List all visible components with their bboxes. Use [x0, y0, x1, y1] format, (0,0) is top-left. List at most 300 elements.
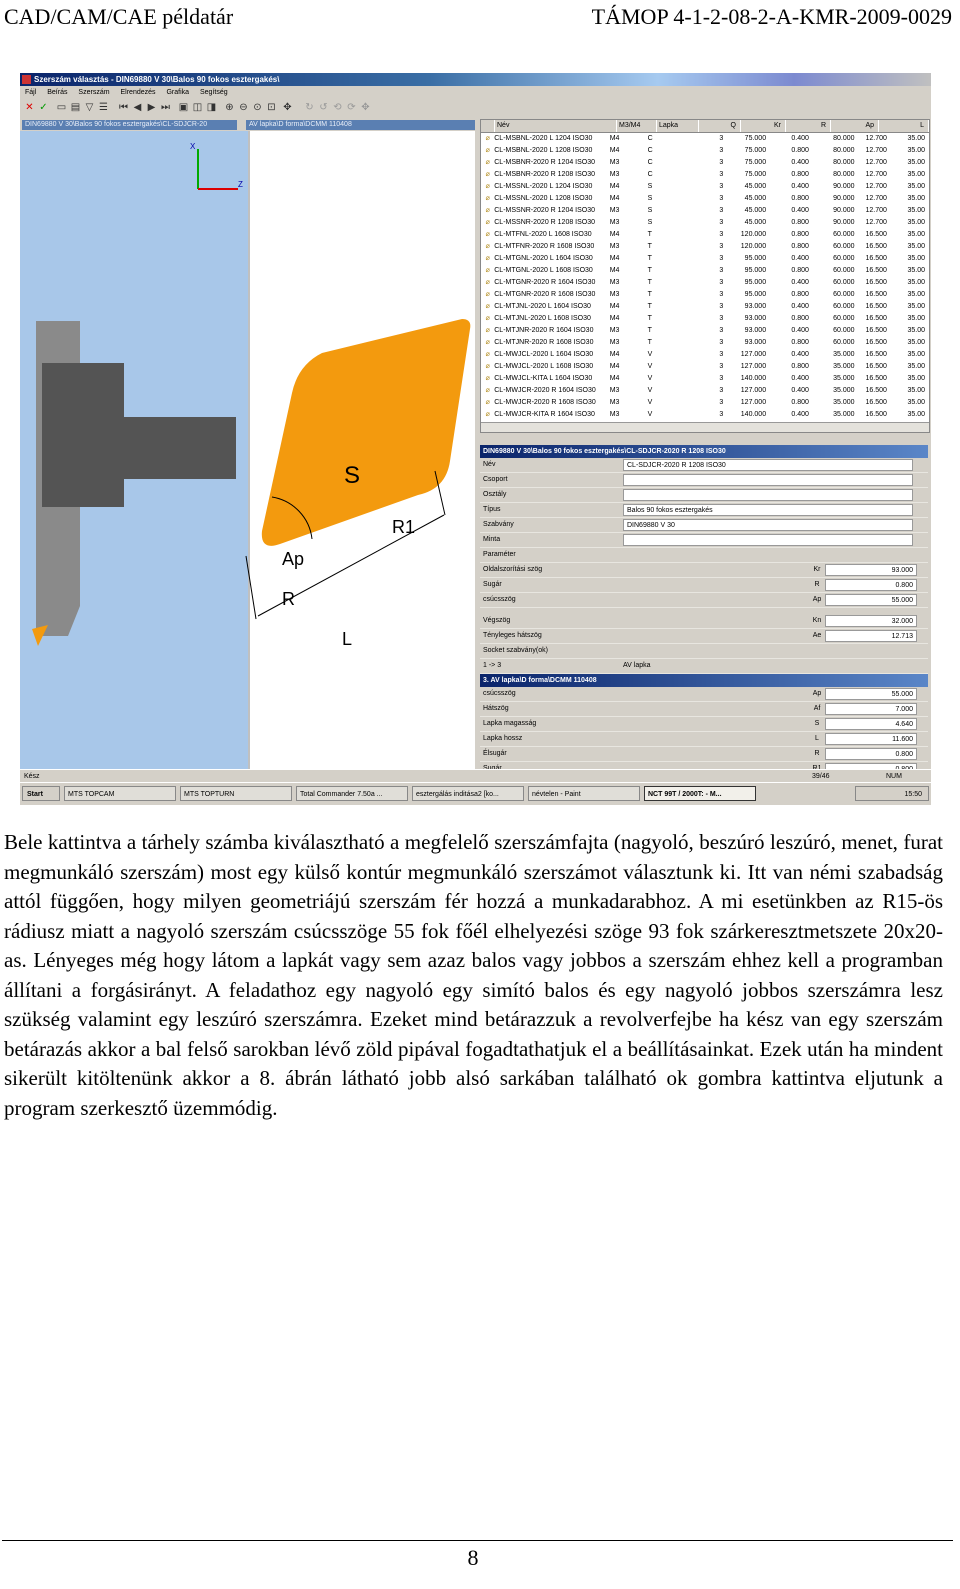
- table-row[interactable]: [481, 301, 929, 313]
- table-row[interactable]: [481, 349, 929, 361]
- property-symbol: R: [814, 581, 820, 588]
- table-cell: 35.00: [907, 183, 925, 190]
- tool-icon: ⌀: [485, 255, 490, 262]
- table-cell: 35.00: [907, 135, 925, 142]
- table-cell: 12.700: [865, 195, 887, 202]
- table-cell: 0.800: [791, 147, 809, 154]
- table-cell: M3: [609, 243, 620, 250]
- property-row[interactable]: [480, 614, 928, 629]
- table-cell: 35.00: [907, 363, 925, 370]
- property-row[interactable]: [480, 747, 928, 762]
- table-row[interactable]: [481, 313, 929, 325]
- tool-table: [480, 119, 930, 433]
- insert-shape: [262, 319, 471, 546]
- table-cell: 75.000: [744, 159, 767, 166]
- table-cell: T: [647, 327, 652, 334]
- table-cell: 12.700: [865, 135, 887, 142]
- view2-icon[interactable]: ◫: [192, 102, 203, 113]
- table-row[interactable]: [481, 265, 929, 277]
- menu-input[interactable]: Beírás: [47, 89, 68, 96]
- property-label: csúcsszög: [483, 596, 516, 603]
- table-cell: 127.000: [740, 399, 767, 406]
- table-cell: 16.500: [865, 267, 887, 274]
- rotate4-icon[interactable]: ⟳: [347, 102, 356, 113]
- table-cell: 0.400: [791, 159, 809, 166]
- table-scrollbar[interactable]: [481, 422, 929, 432]
- view1-icon[interactable]: ▣: [178, 102, 189, 113]
- tool-icon: ⌀: [485, 207, 490, 214]
- table-cell: 60.000: [833, 291, 855, 298]
- table-row[interactable]: [481, 157, 929, 169]
- table-cell: 35.00: [907, 303, 925, 310]
- col-kr[interactable]: Kr: [741, 120, 786, 132]
- table-cell: M4: [609, 231, 620, 238]
- table-cell: CL-MWJCR-KITA R 1604 ISO30: [494, 411, 595, 418]
- toolbar: [20, 99, 931, 119]
- task-nct[interactable]: NCT 99T / 2000T: - M...: [644, 786, 756, 801]
- table-cell: T: [647, 315, 652, 322]
- table-cell: 93.000: [744, 303, 767, 310]
- table-cell: M3: [609, 279, 620, 286]
- table-row[interactable]: [481, 409, 929, 421]
- table-cell: 45.000: [744, 183, 767, 190]
- table-cell: 45.000: [744, 219, 767, 226]
- table-cell: 3: [719, 351, 724, 358]
- col-l[interactable]: L: [879, 120, 929, 132]
- status-text: Kész: [24, 773, 40, 780]
- property-label: Minta: [483, 536, 501, 543]
- table-cell: S: [647, 219, 653, 226]
- property-value[interactable]: 12.713: [825, 630, 917, 642]
- property-value[interactable]: CL-SDJCR-2020 R 1208 ISO30: [623, 459, 913, 471]
- table-cell: M4: [609, 363, 620, 370]
- prev-icon[interactable]: ◀: [133, 102, 142, 113]
- tool-icon: ⌀: [485, 411, 490, 418]
- table-cell: CL-MSBNR-2020 R 1208 ISO30: [494, 171, 596, 178]
- property-symbol: Kn: [812, 617, 822, 624]
- table-cell: CL-MSBNL-2020 L 1204 ISO30: [494, 135, 593, 142]
- pan2-icon[interactable]: ✥: [361, 102, 370, 113]
- property-label: Lapka magasság: [483, 720, 537, 727]
- table-cell: CL-MSSNR-2020 R 1204 ISO30: [494, 207, 596, 214]
- table-cell: 16.500: [865, 387, 887, 394]
- table-body: [481, 133, 929, 433]
- table-cell: CL-MSSNL-2020 L 1208 ISO30: [494, 195, 593, 202]
- table-cell: 3: [719, 363, 724, 370]
- tool-icon: ⌀: [485, 135, 490, 142]
- table-cell: M3: [609, 171, 620, 178]
- path-right[interactable]: AV lapka\D forma\DCMM 110408: [246, 120, 475, 130]
- table-cell: 0.400: [791, 135, 809, 142]
- table-cell: CL-MWJCR-2020 R 1604 ISO30: [494, 387, 596, 394]
- property-value[interactable]: [623, 534, 913, 546]
- property-value[interactable]: [623, 489, 913, 501]
- tool-icon: ⌀: [485, 267, 490, 274]
- col-q[interactable]: Q: [699, 120, 741, 132]
- table-cell: C: [647, 147, 653, 154]
- table-row[interactable]: [481, 277, 929, 289]
- tool-icon: ⌀: [485, 147, 490, 154]
- table-cell: S: [647, 207, 653, 214]
- property-label: Típus: [483, 506, 501, 513]
- insert-params-list: [480, 687, 928, 777]
- task-topcam[interactable]: MTS TOPCAM: [64, 786, 176, 801]
- table-row[interactable]: [481, 205, 929, 217]
- footer-rule: [2, 1540, 953, 1541]
- table-cell: 35.00: [907, 411, 925, 418]
- table-row[interactable]: [481, 133, 929, 145]
- tool-icon: ⌀: [485, 399, 490, 406]
- table-cell: M4: [609, 183, 620, 190]
- table-cell: 45.000: [744, 207, 767, 214]
- table-cell: 35.000: [833, 411, 855, 418]
- title-bar[interactable]: [20, 73, 931, 86]
- zoom-fit-icon[interactable]: ⊙: [253, 102, 262, 113]
- table-cell: V: [647, 375, 653, 382]
- table-cell: 3: [719, 303, 724, 310]
- tool-icon: ⌀: [485, 231, 490, 238]
- table-cell: CL-MTGNL-2020 L 1608 ISO30: [494, 267, 593, 274]
- table-cell: CL-MWJCL-KITA L 1604 ISO30: [494, 375, 593, 382]
- table-cell: 16.500: [865, 315, 887, 322]
- table-cell: 16.500: [865, 327, 887, 334]
- next-icon[interactable]: ▶: [147, 102, 156, 113]
- table-cell: CL-MTJNL-2020 L 1604 ISO30: [494, 303, 591, 310]
- table-cell: 16.500: [865, 231, 887, 238]
- table-row[interactable]: [481, 229, 929, 241]
- socket-value: AV lapka: [623, 662, 651, 669]
- table-cell: M3: [609, 159, 620, 166]
- task-paint[interactable]: névtelen - Paint: [528, 786, 640, 801]
- table-row[interactable]: [481, 193, 929, 205]
- table-cell: 0.800: [791, 171, 809, 178]
- table-cell: 60.000: [833, 327, 855, 334]
- table-row[interactable]: [481, 373, 929, 385]
- table-cell: 35.00: [907, 291, 925, 298]
- table-cell: 0.400: [791, 303, 809, 310]
- table-row[interactable]: [481, 169, 929, 181]
- property-label: Végszög: [483, 617, 511, 624]
- turret-stem: [124, 417, 236, 479]
- table-cell: 3: [719, 339, 724, 346]
- property-value[interactable]: DIN69880 V 30: [623, 519, 913, 531]
- property-value[interactable]: 7.000: [825, 703, 917, 715]
- table-cell: 12.700: [865, 171, 887, 178]
- property-row[interactable]: [480, 717, 928, 732]
- property-row[interactable]: [480, 533, 928, 548]
- table-cell: CL-MWJCL-2020 L 1604 ISO30: [494, 351, 594, 358]
- table-cell: 35.00: [907, 171, 925, 178]
- col-m3m4[interactable]: M3/M4: [617, 120, 657, 132]
- param-header: Paraméter: [480, 548, 928, 563]
- l-ext-left: [246, 556, 256, 619]
- property-row[interactable]: [480, 593, 928, 608]
- table-cell: 140.000: [740, 411, 767, 418]
- table-row[interactable]: [481, 385, 929, 397]
- property-row[interactable]: [480, 578, 928, 593]
- table-cell: 0.400: [791, 411, 809, 418]
- table-cell: 35.000: [833, 351, 855, 358]
- property-value[interactable]: 0.800: [825, 579, 917, 591]
- property-label: Osztály: [483, 491, 507, 498]
- property-row[interactable]: [480, 687, 928, 702]
- table-cell: 35.00: [907, 315, 925, 322]
- table-header: [481, 120, 929, 133]
- taskbar: [20, 782, 931, 805]
- params2-list: [480, 614, 928, 644]
- menu-layout[interactable]: Elrendezés: [120, 89, 156, 96]
- label-r: R: [282, 589, 295, 609]
- table-cell: M3: [609, 387, 620, 394]
- tool-icon: ⌀: [485, 291, 490, 298]
- menu-help[interactable]: Segítség: [200, 89, 228, 96]
- table-cell: 95.000: [744, 267, 767, 274]
- table-cell: CL-MSBNL-2020 L 1208 ISO30: [494, 147, 593, 154]
- table-cell: 35.00: [907, 339, 925, 346]
- rotate2-icon[interactable]: ↺: [319, 102, 328, 113]
- window-title: Szerszám választás - DIN69880 V 30\Balos 90 fokos esztergakés\: [34, 75, 280, 84]
- property-label: Oldalszorítási szög: [483, 566, 543, 573]
- table-cell: 3: [719, 411, 724, 418]
- property-symbol: R: [814, 750, 820, 757]
- table-cell: 16.500: [865, 339, 887, 346]
- property-row[interactable]: [480, 732, 928, 747]
- table-row[interactable]: [481, 397, 929, 409]
- tool-icon: ⌀: [485, 195, 490, 202]
- table-cell: 93.000: [744, 327, 767, 334]
- property-row[interactable]: [480, 473, 928, 488]
- task-totalcmd[interactable]: Total Commander 7.50a ...: [296, 786, 408, 801]
- table-cell: 75.000: [744, 171, 767, 178]
- table-cell: 12.700: [865, 159, 887, 166]
- filter-icon[interactable]: ▽: [85, 102, 94, 113]
- status-num: NUM: [886, 773, 902, 780]
- table-cell: M3: [609, 327, 620, 334]
- label-ap: Ap: [282, 549, 305, 569]
- tool-icon: ⌀: [485, 315, 490, 322]
- table-cell: CL-MTFNL-2020 L 1608 ISO30: [494, 231, 592, 238]
- table-cell: CL-MTFNR-2020 R 1608 ISO30: [494, 243, 595, 250]
- table-cell: 0.800: [791, 219, 809, 226]
- props-path-bar: DIN69880 V 30\Balos 90 fokos esztergakés\CL-SDJCR-2020 R 1208 ISO30: [480, 445, 928, 458]
- property-row[interactable]: [480, 488, 928, 503]
- table-cell: 16.500: [865, 279, 887, 286]
- table-cell: M4: [609, 267, 620, 274]
- property-value[interactable]: 93.000: [825, 564, 917, 576]
- table-cell: S: [647, 183, 653, 190]
- pan-icon[interactable]: ✥: [283, 102, 292, 113]
- table-cell: 35.00: [907, 243, 925, 250]
- table-cell: 12.700: [865, 147, 887, 154]
- property-value[interactable]: 55.000: [825, 688, 917, 700]
- table-cell: S: [647, 195, 653, 202]
- table-cell: 45.000: [744, 195, 767, 202]
- table-row[interactable]: [481, 145, 929, 157]
- table-cell: 12.700: [865, 207, 887, 214]
- params-list: [480, 563, 928, 608]
- property-value[interactable]: 11.600: [825, 733, 917, 745]
- table-cell: C: [647, 135, 653, 142]
- table-cell: M4: [609, 303, 620, 310]
- table-cell: 140.000: [740, 375, 767, 382]
- cancel-icon[interactable]: ✕: [25, 102, 34, 113]
- property-symbol: Ap: [812, 596, 822, 603]
- property-symbol: Kr: [813, 566, 821, 573]
- header-left: CAD/CAM/CAE példatár: [4, 4, 234, 29]
- property-symbol: Ap: [812, 690, 822, 697]
- table-cell: 16.500: [865, 375, 887, 382]
- view3-icon[interactable]: ◨: [206, 102, 217, 113]
- first-icon[interactable]: ⏮: [119, 102, 128, 113]
- table-cell: 3: [719, 219, 724, 226]
- property-row[interactable]: [480, 702, 928, 717]
- properties-panel: [480, 445, 928, 769]
- table-cell: 16.500: [865, 243, 887, 250]
- zoom-out-icon[interactable]: ⊖: [239, 102, 248, 113]
- table-cell: M3: [609, 219, 620, 226]
- table-cell: CL-MWJCR-2020 R 1608 ISO30: [494, 399, 596, 406]
- property-label: Hátszög: [483, 705, 509, 712]
- path-bar: [20, 119, 475, 131]
- table-cell: 3: [719, 291, 724, 298]
- menu-tool[interactable]: Szerszám: [78, 89, 110, 96]
- table-cell: 75.000: [744, 147, 767, 154]
- property-value[interactable]: Balos 90 fokos esztergakés: [623, 504, 913, 516]
- property-value[interactable]: 0.800: [825, 748, 917, 760]
- property-value[interactable]: [623, 474, 913, 486]
- tool-icon: ⌀: [485, 183, 490, 190]
- task-topturn[interactable]: MTS TOPTURN: [180, 786, 292, 801]
- table-row[interactable]: [481, 181, 929, 193]
- ok-check-icon[interactable]: ✓: [39, 102, 48, 113]
- table-cell: 60.000: [833, 303, 855, 310]
- tool-icon: ⌀: [485, 339, 490, 346]
- col-ap[interactable]: Ap: [831, 120, 879, 132]
- table-cell: C: [647, 159, 653, 166]
- property-label: Lapka hossz: [483, 735, 523, 742]
- table-cell: T: [647, 339, 652, 346]
- table-cell: T: [647, 291, 652, 298]
- table-row[interactable]: [481, 217, 929, 229]
- table-cell: 35.00: [907, 231, 925, 238]
- socket-range: 1 -> 3: [483, 662, 502, 669]
- table-cell: 60.000: [833, 231, 855, 238]
- property-row[interactable]: [480, 518, 928, 533]
- table-cell: 3: [719, 267, 724, 274]
- table-cell: 16.500: [865, 399, 887, 406]
- table-cell: M3: [609, 399, 620, 406]
- table-row[interactable]: [481, 241, 929, 253]
- fields-list: [480, 458, 928, 548]
- property-value[interactable]: 4.640: [825, 718, 917, 730]
- path-left[interactable]: DIN69880 V 30\Balos 90 fokos esztergakés\CL-SDJCR-20: [22, 120, 237, 130]
- last-icon[interactable]: ⏭: [161, 102, 170, 113]
- zoom-window-icon[interactable]: ⊡: [267, 102, 276, 113]
- tool-icon: ⌀: [485, 387, 490, 394]
- table-cell: CL-MSSNR-2020 R 1208 ISO30: [494, 219, 596, 226]
- tool-icon: ⌀: [485, 279, 490, 286]
- property-value[interactable]: 32.000: [825, 615, 917, 627]
- table-cell: 127.000: [740, 351, 767, 358]
- status-bar: [20, 769, 931, 783]
- table-cell: 16.500: [865, 351, 887, 358]
- rotate3-icon[interactable]: ⟲: [333, 102, 342, 113]
- col-lapka[interactable]: Lapka: [657, 120, 699, 132]
- table-cell: 35.00: [907, 375, 925, 382]
- table-cell: T: [647, 231, 652, 238]
- table-cell: 16.500: [865, 411, 887, 418]
- save-icon[interactable]: ▤: [70, 102, 81, 113]
- col-nev[interactable]: Név: [495, 120, 617, 132]
- table-cell: 0.800: [791, 291, 809, 298]
- table-cell: 35.000: [833, 399, 855, 406]
- property-row[interactable]: [480, 458, 928, 473]
- table-cell: 60.000: [833, 267, 855, 274]
- table-cell: 0.800: [791, 339, 809, 346]
- graphics-viewport[interactable]: [20, 131, 475, 769]
- insert-drawing: [20, 131, 475, 769]
- list-icon[interactable]: ☰: [99, 102, 108, 113]
- menu-bar: [20, 86, 931, 99]
- body-paragraph: Bele kattintva a tárhely számba kiválasztható a megfelelő szerszámfajta (nagyoló, beszúró leszúró, menet, furat megmunkáló szerszám) most egy külső kontúr megmunkáló szerszámot választunk ki. Itt van némi szabadság attól függően, hogy milyen geometriájú szerszám fér hozzá a munkadarabhoz. A mi esetünkben az R15-ös rádiusz miatt a nagyoló szerszám csúcsszöge 55 fok főél elhelyezési szöge 93 fok szárkeresztmetszete 20x20-as. Lényeges még hogy látom a lapkát vagy sem azaz balos vagy jobbos a szerszám ehhez kell a programban állítani a forgásirányt. A feladathoz egy nagyoló egy simító balos és egy nagyoló jobbos szerszámra lesz szükség valamint egy leszúró szerszámra. Ezeket mind betárazzuk a revolverfejbe ha kész van egy szerszám betárazás akkor a bal felső sarokban lévő zöld pipával fogadtathatjuk el a beállításainkat. Ezek után ha mindent sikerült kitöltenünk akkor a 8. ábrán látható jobb alsó sarkában található ok gombra kattintva eljutunk a program szerkesztő üzemmódig.: [4, 830, 943, 1120]
- table-cell: 35.00: [907, 399, 925, 406]
- property-row[interactable]: [480, 629, 928, 644]
- table-cell: 0.800: [791, 363, 809, 370]
- table-cell: CL-MTJNR-2020 R 1608 ISO30: [494, 339, 594, 346]
- zoom-in-icon[interactable]: ⊕: [225, 102, 234, 113]
- table-cell: 35.00: [907, 147, 925, 154]
- table-cell: T: [647, 279, 652, 286]
- table-cell: 12.700: [865, 219, 887, 226]
- table-row[interactable]: [481, 337, 929, 349]
- table-cell: V: [647, 411, 653, 418]
- col-r[interactable]: R: [786, 120, 831, 132]
- table-cell: 60.000: [833, 255, 855, 262]
- property-row[interactable]: [480, 503, 928, 518]
- open-icon[interactable]: ▭: [56, 102, 67, 113]
- tool-icon: ⌀: [485, 351, 490, 358]
- table-cell: 3: [719, 375, 724, 382]
- table-row[interactable]: [481, 325, 929, 337]
- table-cell: 3: [719, 159, 724, 166]
- table-row[interactable]: [481, 361, 929, 373]
- start-button[interactable]: Start: [22, 786, 60, 801]
- app-icon: [22, 75, 31, 84]
- table-cell: 127.000: [740, 363, 767, 370]
- property-value[interactable]: 55.000: [825, 594, 917, 606]
- table-cell: 95.000: [744, 291, 767, 298]
- table-cell: 35.00: [907, 351, 925, 358]
- task-word[interactable]: esztergálás inditása2 [ko...: [412, 786, 524, 801]
- menu-graphics[interactable]: Grafika: [166, 89, 190, 96]
- table-cell: 0.400: [791, 279, 809, 286]
- table-cell: CL-MSSNL-2020 L 1204 ISO30: [494, 183, 593, 190]
- menu-file[interactable]: Fájl: [25, 89, 37, 96]
- table-cell: 60.000: [833, 315, 855, 322]
- table-cell: 35.000: [833, 387, 855, 394]
- table-cell: 35.00: [907, 327, 925, 334]
- label-s: S: [344, 462, 361, 489]
- table-cell: 0.400: [791, 387, 809, 394]
- insert-bar: 3. AV lapka\D forma\DCMM 110408: [480, 674, 928, 687]
- rotate-icon[interactable]: ↻: [305, 102, 314, 113]
- socket-row[interactable]: [480, 659, 928, 674]
- table-row[interactable]: [481, 289, 929, 301]
- table-cell: C: [647, 171, 653, 178]
- table-row[interactable]: [481, 253, 929, 265]
- property-row[interactable]: [480, 563, 928, 578]
- table-cell: 120.000: [740, 243, 767, 250]
